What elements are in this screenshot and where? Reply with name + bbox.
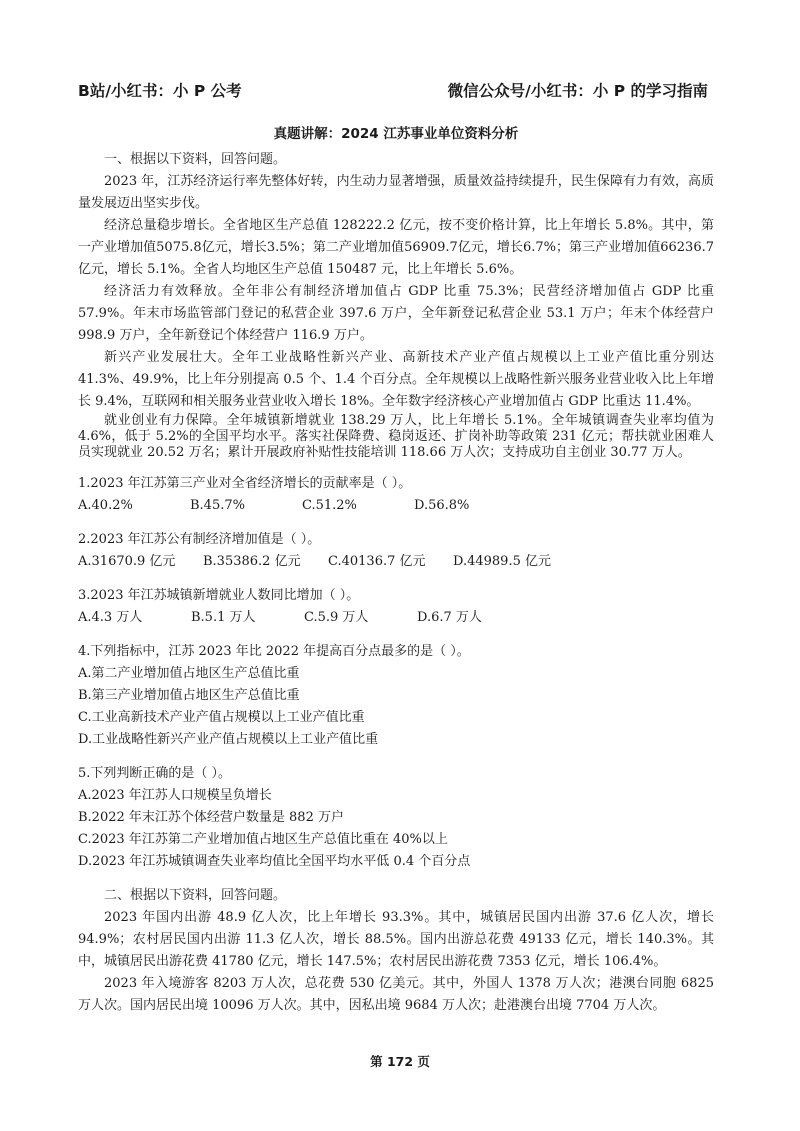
option-row (78, 551, 714, 573)
question-2 (78, 529, 714, 573)
option-b: B.2022 年末江苏个体经营户数量是 882 万户 (78, 810, 344, 825)
question-stem: 5.下列判断正确的是（ ）。 (78, 766, 232, 781)
option-c: C.40136.7 亿元 (328, 554, 426, 569)
page-number: 第 172 页 (370, 1054, 430, 1069)
option-a: A.第二产业增加值占地区生产总值比重 (78, 666, 300, 681)
document-body (78, 123, 714, 1017)
question-5 (78, 763, 714, 873)
option-a: A.4.3 万人 (78, 610, 143, 625)
question-4 (78, 641, 714, 751)
option-a: A.31670.9 亿元 (78, 554, 176, 569)
option-d: D.44989.5 亿元 (453, 554, 551, 569)
option-d: D.56.8% (414, 498, 470, 513)
option-d: D.工业战略性新兴产业产值占规模以上工业产值比重 (78, 732, 379, 747)
page-header (78, 79, 708, 103)
question-1 (78, 473, 714, 517)
option-row (78, 607, 714, 629)
option-d: D.2023 年江苏城镇调查失业率均值比全国平均水平低 0.4 个百分点 (78, 854, 471, 869)
section2-paragraph: 2023 年入境游客 8203 万人次，总花费 530 亿美元。其中，外国人 1378 万人次；港澳台同胞 6825 万人次。国内居民出境 10096 万人次。其中，因私出境 9684 万人次；赴港澳台出境 7704 万人次。 (78, 976, 714, 1013)
option-c: C.2023 年江苏第二产业增加值占地区生产总值比重在 40%以上 (78, 832, 448, 847)
section1-paragraph: 新兴产业发展壮大。全年工业战略性新兴产业、高新技术产业产值占规模以上工业产值比重分别达 41.3%、49.9%，比上年分别提高 0.5 个、1.4 个百分点。全年规模以上战略性新兴服务业营业收入比上年增长 9.4%，互联网和相关服务业营业收入增长 18%。全年数字经济核心产业增加值占 GDP 比重达 11.4%。 (78, 350, 714, 409)
section1-paragraph: 就业创业有力保障。全年城镇新增就业 138.29 万人，比上年增长 5.1%。全年城镇调查失业率均值为 4.6%，低于 5.2%的全国平均水平。落实社保降费、稳岗返还、扩岗补助等政策 231 亿元；帮扶就业困难人员实现就业 20.52 万名；累计开展政府补贴性技能培训 118.66 万人次；支持成功自主创业 30.77 万人。 (78, 413, 714, 460)
option-b: B.45.7% (190, 498, 245, 513)
option-b: B.第三产业增加值占地区生产总值比重 (78, 688, 300, 703)
question-3 (78, 585, 714, 629)
question-stem: 1.2023 年江苏第三产业对全省经济增长的贡献率是（ ）。 (78, 476, 412, 491)
document-title: 真题讲解：2024 江苏事业单位资料分析 (273, 126, 519, 142)
question-stem: 4.下列指标中，江苏 2023 年比 2022 年提高百分点最多的是（ ）。 (78, 644, 470, 659)
option-row (78, 495, 714, 517)
option-c: C.工业高新技术产业产值占规模以上工业产值比重 (78, 710, 365, 725)
section1-heading: 一、根据以下资料，回答问题。 (104, 152, 287, 167)
option-c: C.5.9 万人 (304, 610, 369, 625)
question-stem: 2.2023 年江苏公有制经济增加值是（ ）。 (78, 532, 321, 547)
option-a: A.2023 年江苏人口规模呈负增长 (78, 788, 272, 803)
header-left-text: B站/小红书：小 P 公考 (78, 82, 242, 100)
section1-paragraph: 经济总量稳步增长。全省地区生产总值 128222.2 亿元，按不变价格计算，比上年增长 5.8%。其中，第一产业增加值5075.8亿元，增长3.5%；第二产业增加值56909.7亿元，增长6.7%；第三产业增加值66236.7亿元，增长 5.1%。全省人均地区生产总值 150487 元，比上年增长 5.6%。 (78, 218, 714, 277)
header-right-text: 微信公众号/小红书：小 P 的学习指南 (447, 82, 708, 100)
option-b: B.35386.2 亿元 (203, 554, 301, 569)
section2-heading: 二、根据以下资料，回答问题。 (104, 888, 287, 903)
question-stem: 3.2023 年江苏城镇新增就业人数同比增加（ ）。 (78, 588, 360, 603)
option-d: D.6.7 万人 (417, 610, 482, 625)
option-c: C.51.2% (302, 498, 357, 513)
section1-paragraph: 经济活力有效释放。全年非公有制经济增加值占 GDP 比重 75.3%；民营经济增加值占 GDP 比重 57.9%。年末市场监管部门登记的私营企业 397.6 万户，全年新登记私营企业 53.1 万户；年末个体经营户 998.9 万户，全年新登记个体经营户 116.9 万户。 (78, 284, 714, 343)
option-b: B.5.1 万人 (191, 610, 256, 625)
option-a: A.40.2% (78, 498, 133, 513)
section1-paragraph: 2023 年，江苏经济运行率先整体好转，内生动力显著增强，质量效益持续提升，民生保障有力有效，高质量发展迈出坚实步伐。 (78, 174, 714, 211)
section2-paragraph: 2023 年国内出游 48.9 亿人次，比上年增长 93.3%。其中，城镇居民国内出游 37.6 亿人次，增长 94.9%；农村居民国内出游 11.3 亿人次，增长 88.5%。国内出游总花费 49133 亿元，增长 140.3%。其中，城镇居民出游花费 41780 亿元，增长 147.5%；农村居民出游花费 7353 亿元，增长 106.4%。 (78, 910, 714, 969)
